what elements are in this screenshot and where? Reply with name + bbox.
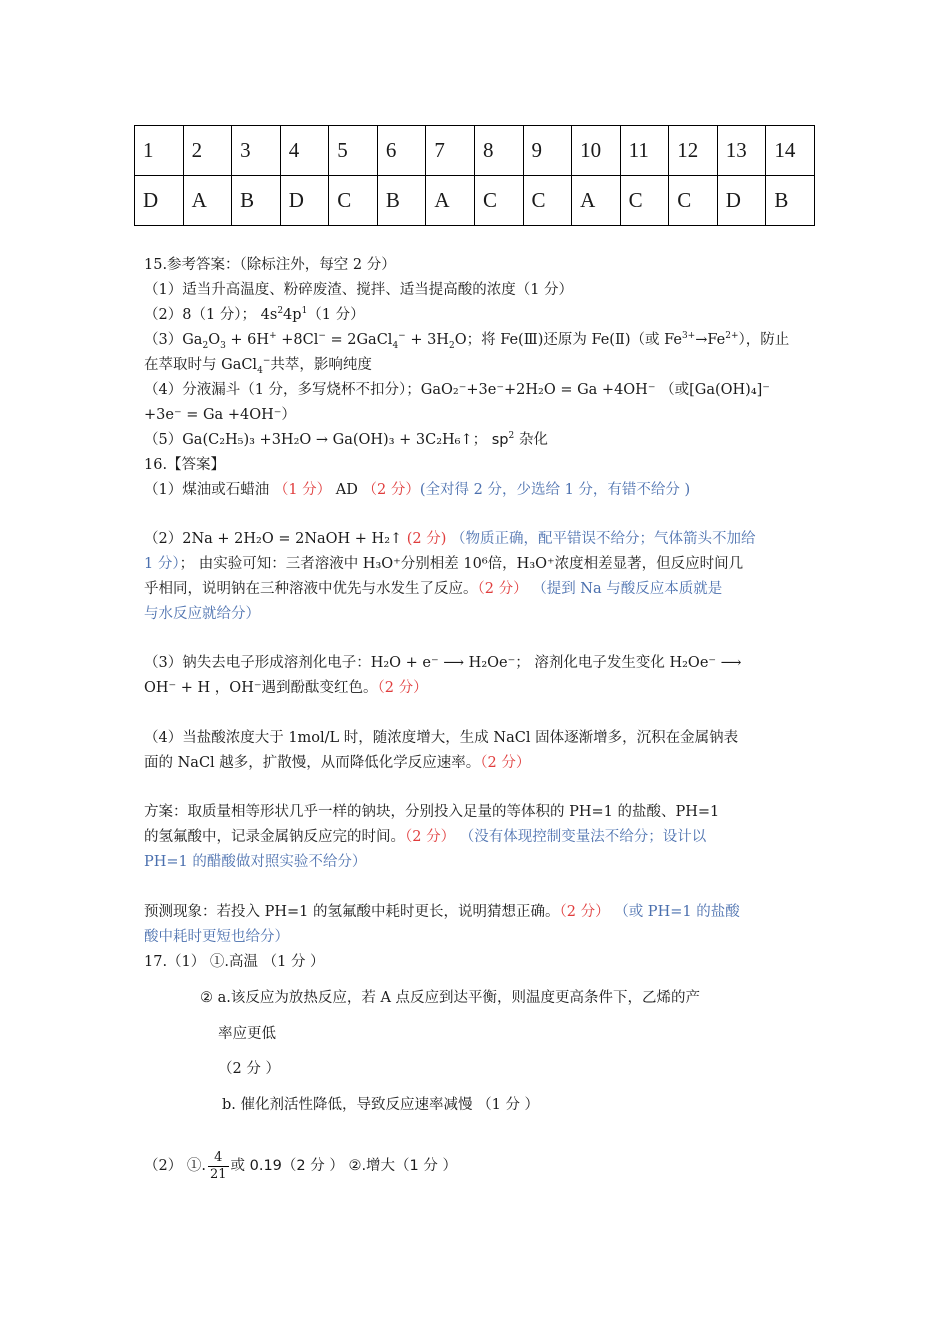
q15-part3 [144,330,789,350]
q16-plan-line3: PH=1 的醋酸做对照实验不给分） [144,854,367,870]
q15-part5 [144,430,548,450]
q16-part2-line3 [144,579,722,599]
answer-cell: C [669,176,718,226]
score-mark: （2 分） [477,581,528,597]
sub: 4 [257,365,263,376]
grading-note: （提到 Na 与酸反应本质就是 [527,581,723,597]
q17-part1-a-cont: 率应更低 [218,1026,276,1042]
q15-part2 [144,305,365,325]
text: sp [491,432,509,448]
answer-cell: A [426,176,475,226]
q15-part4: （4）分液漏斗（1 分，多写烧杯不扣分）；GaO₂⁻+3e⁻+2H₂O = Ga +4OH⁻ （或[Ga(OH)₄]⁻ [144,382,770,398]
q15-part2-text: （2）8（1 分）； 4s [144,307,278,323]
text: （3）Ga [144,332,203,348]
answer-cell: A [183,176,232,226]
q15-part1: （1）适当升高温度、粉碎废渣、搅拌、适当提高酸的浓度（1 分） [144,282,574,298]
q16-part2 [144,529,756,549]
fraction-numerator: 4 [208,1150,229,1167]
sup: − [262,356,271,367]
text: （2） ①. [144,1158,206,1174]
q15-part2-text: 4p [283,307,302,323]
question-number-cell: 11 [620,126,669,176]
q16-part4-line2 [144,753,530,773]
q16-prediction [144,902,740,922]
q16-part2-line2 [144,554,743,574]
sub: 2 [448,340,455,351]
q17-part1-a: ② a.该反应为放热反应，若 A 点反应到达平衡，则温度更高条件下，乙烯的产 [200,990,701,1006]
q16-part3: （3）钠失去电子形成溶剂化电子：H₂O + e⁻ ⟶ H₂Oe⁻； 溶剂化电子发生变化 H₂Oe⁻ ⟶ [144,655,742,671]
q16-plan-line2 [144,827,706,847]
question-number-cell: 1 [135,126,184,176]
fraction [208,1150,229,1183]
text: O [208,332,221,348]
text: + 6H [225,332,270,348]
question-number-cell: 13 [717,126,766,176]
text: 乎相同，说明钠在三种溶液中优先与水发生了反应。 [144,581,478,597]
answer-cell: C [620,176,669,226]
q16-prediction-line2: 酸中耗时更短也给分） [144,929,289,945]
sup: 1 [301,306,308,317]
text: 的氢氟酸中，记录金属钠反应完的时间。 [144,829,405,845]
answer-cell: A [572,176,621,226]
q16-part3-line2 [144,678,428,698]
text: = 2GaCl [325,332,393,348]
text: 在萃取时与 GaCl [144,357,258,373]
question-number-cell: 14 [766,126,815,176]
question-number-cell: 12 [669,126,718,176]
score-mark: （1 分） [273,482,332,498]
question-number-cell: 9 [523,126,572,176]
q15-part2-text: （1 分） [307,307,365,323]
q17-part1: 17.（1） ①.高温 （1 分 ） [144,954,325,970]
text: ； 由实验可知：三者溶液中 H₃O⁺分别相差 10⁶倍，H₃O⁺浓度相差显著，但反应时间几 [179,556,744,572]
question-number-cell: 7 [426,126,475,176]
text: + 3H [405,332,449,348]
sub: 4 [392,340,399,351]
q15-part3-cont [144,355,372,375]
sup: 2+ [725,331,739,342]
answer-cell: B [232,176,281,226]
sup: − [398,331,406,342]
answer-cell: D [135,176,184,226]
answer-cell: B [766,176,815,226]
text: ），防止 [738,332,790,348]
q17-part1-b: b. 催化剂活性降低，导致反应速率减慢 （1 分 ） [222,1097,540,1113]
text: OH⁻ + H ，OH⁻遇到酚酞变红色。 [144,680,378,696]
q15-part4-cont: +3e⁻ = Ga +4OH⁻） [144,407,296,423]
text: 面的 NaCl 越多，扩散慢，从而降低化学反应速率。 [144,755,481,771]
answer-cell: B [377,176,426,226]
text: AD [331,482,363,498]
text: 共萃，影响纯度 [270,357,372,373]
sub: 3 [220,340,226,351]
sup: 2 [508,431,515,442]
text: +8Cl [276,332,319,348]
q16-title: 16.【答案】 [144,457,226,473]
sup: 3+ [681,331,696,342]
sub: 2 [202,340,209,351]
q17-part1-a-score: （2 分 ） [218,1061,280,1077]
sup: − [318,331,326,342]
grading-note: 1 分） [144,556,180,572]
answer-cell: C [329,176,378,226]
answer-cell: D [280,176,329,226]
text: 预测现象：若投入 PH=1 的氢氟酸中耗时更长，说明猜想正确。 [144,904,560,920]
answer-cell: C [474,176,523,226]
question-number-cell: 3 [232,126,281,176]
answer-cell: D [717,176,766,226]
question-number-cell: 2 [183,126,232,176]
q16-part2-line4: 与水反应就给分） [144,606,260,622]
grading-note: （或 PH=1 的盐酸 [609,904,740,920]
grading-note: （物质正确，配平错误不给分；气体箭头不加给 [446,531,756,547]
text: →Fe [695,332,726,348]
score-mark: (2 分) [406,531,447,547]
q16-plan: 方案：取质量相等形状几乎一样的钠块，分别投入足量的等体积的 PH=1 的盐酸、PH=1 [144,804,720,820]
question-number-cell: 10 [572,126,621,176]
q16-part4: （4）当盐酸浓度大于 1mol/L 时，随浓度增大，生成 NaCl 固体逐渐增多，沉积在金属钠表 [144,730,739,746]
q15-title: 15.参考答案：（除标注外，每空 2 分） [144,257,396,273]
score-mark: （2 分） [405,829,456,845]
text: 杂化 [514,432,548,448]
score-mark: （2 分） [559,904,610,920]
sup: 2 [277,306,284,317]
q17-part2 [144,1144,457,1188]
score-mark: （2 分） [362,482,420,498]
text: （5）Ga(C₂H₅)₃ +3H₂O → Ga(OH)₃ + 3C₂H₆↑； [144,432,492,448]
question-number-cell: 4 [280,126,329,176]
score-mark: （2 分） [480,755,531,771]
grading-note: （没有体现控制变量法不给分；设计以 [455,829,707,845]
question-number-cell: 5 [329,126,378,176]
text: （2）2Na + 2H₂O = 2NaOH + H₂↑ [144,531,407,547]
text: 或 0.19（2 分 ） ②.增大（1 分 ） [230,1158,457,1174]
question-number-cell: 8 [474,126,523,176]
score-mark: （2 分） [377,680,428,696]
grading-note: (全对得 2 分，少选给 1 分，有错不给分 ) [419,482,691,498]
answer-cell: C [523,176,572,226]
answer-table [134,125,815,226]
text: O；将 Fe(Ⅲ)还原为 Fe(Ⅱ)（或 Fe [454,332,682,348]
question-number-row [135,126,815,176]
question-number-cell: 6 [377,126,426,176]
sup: + [269,331,277,342]
q16-part1 [144,480,690,500]
text: （1）煤油或石蜡油 [144,482,274,498]
fraction-denominator: 21 [209,1166,227,1182]
answer-letter-row [135,176,815,226]
